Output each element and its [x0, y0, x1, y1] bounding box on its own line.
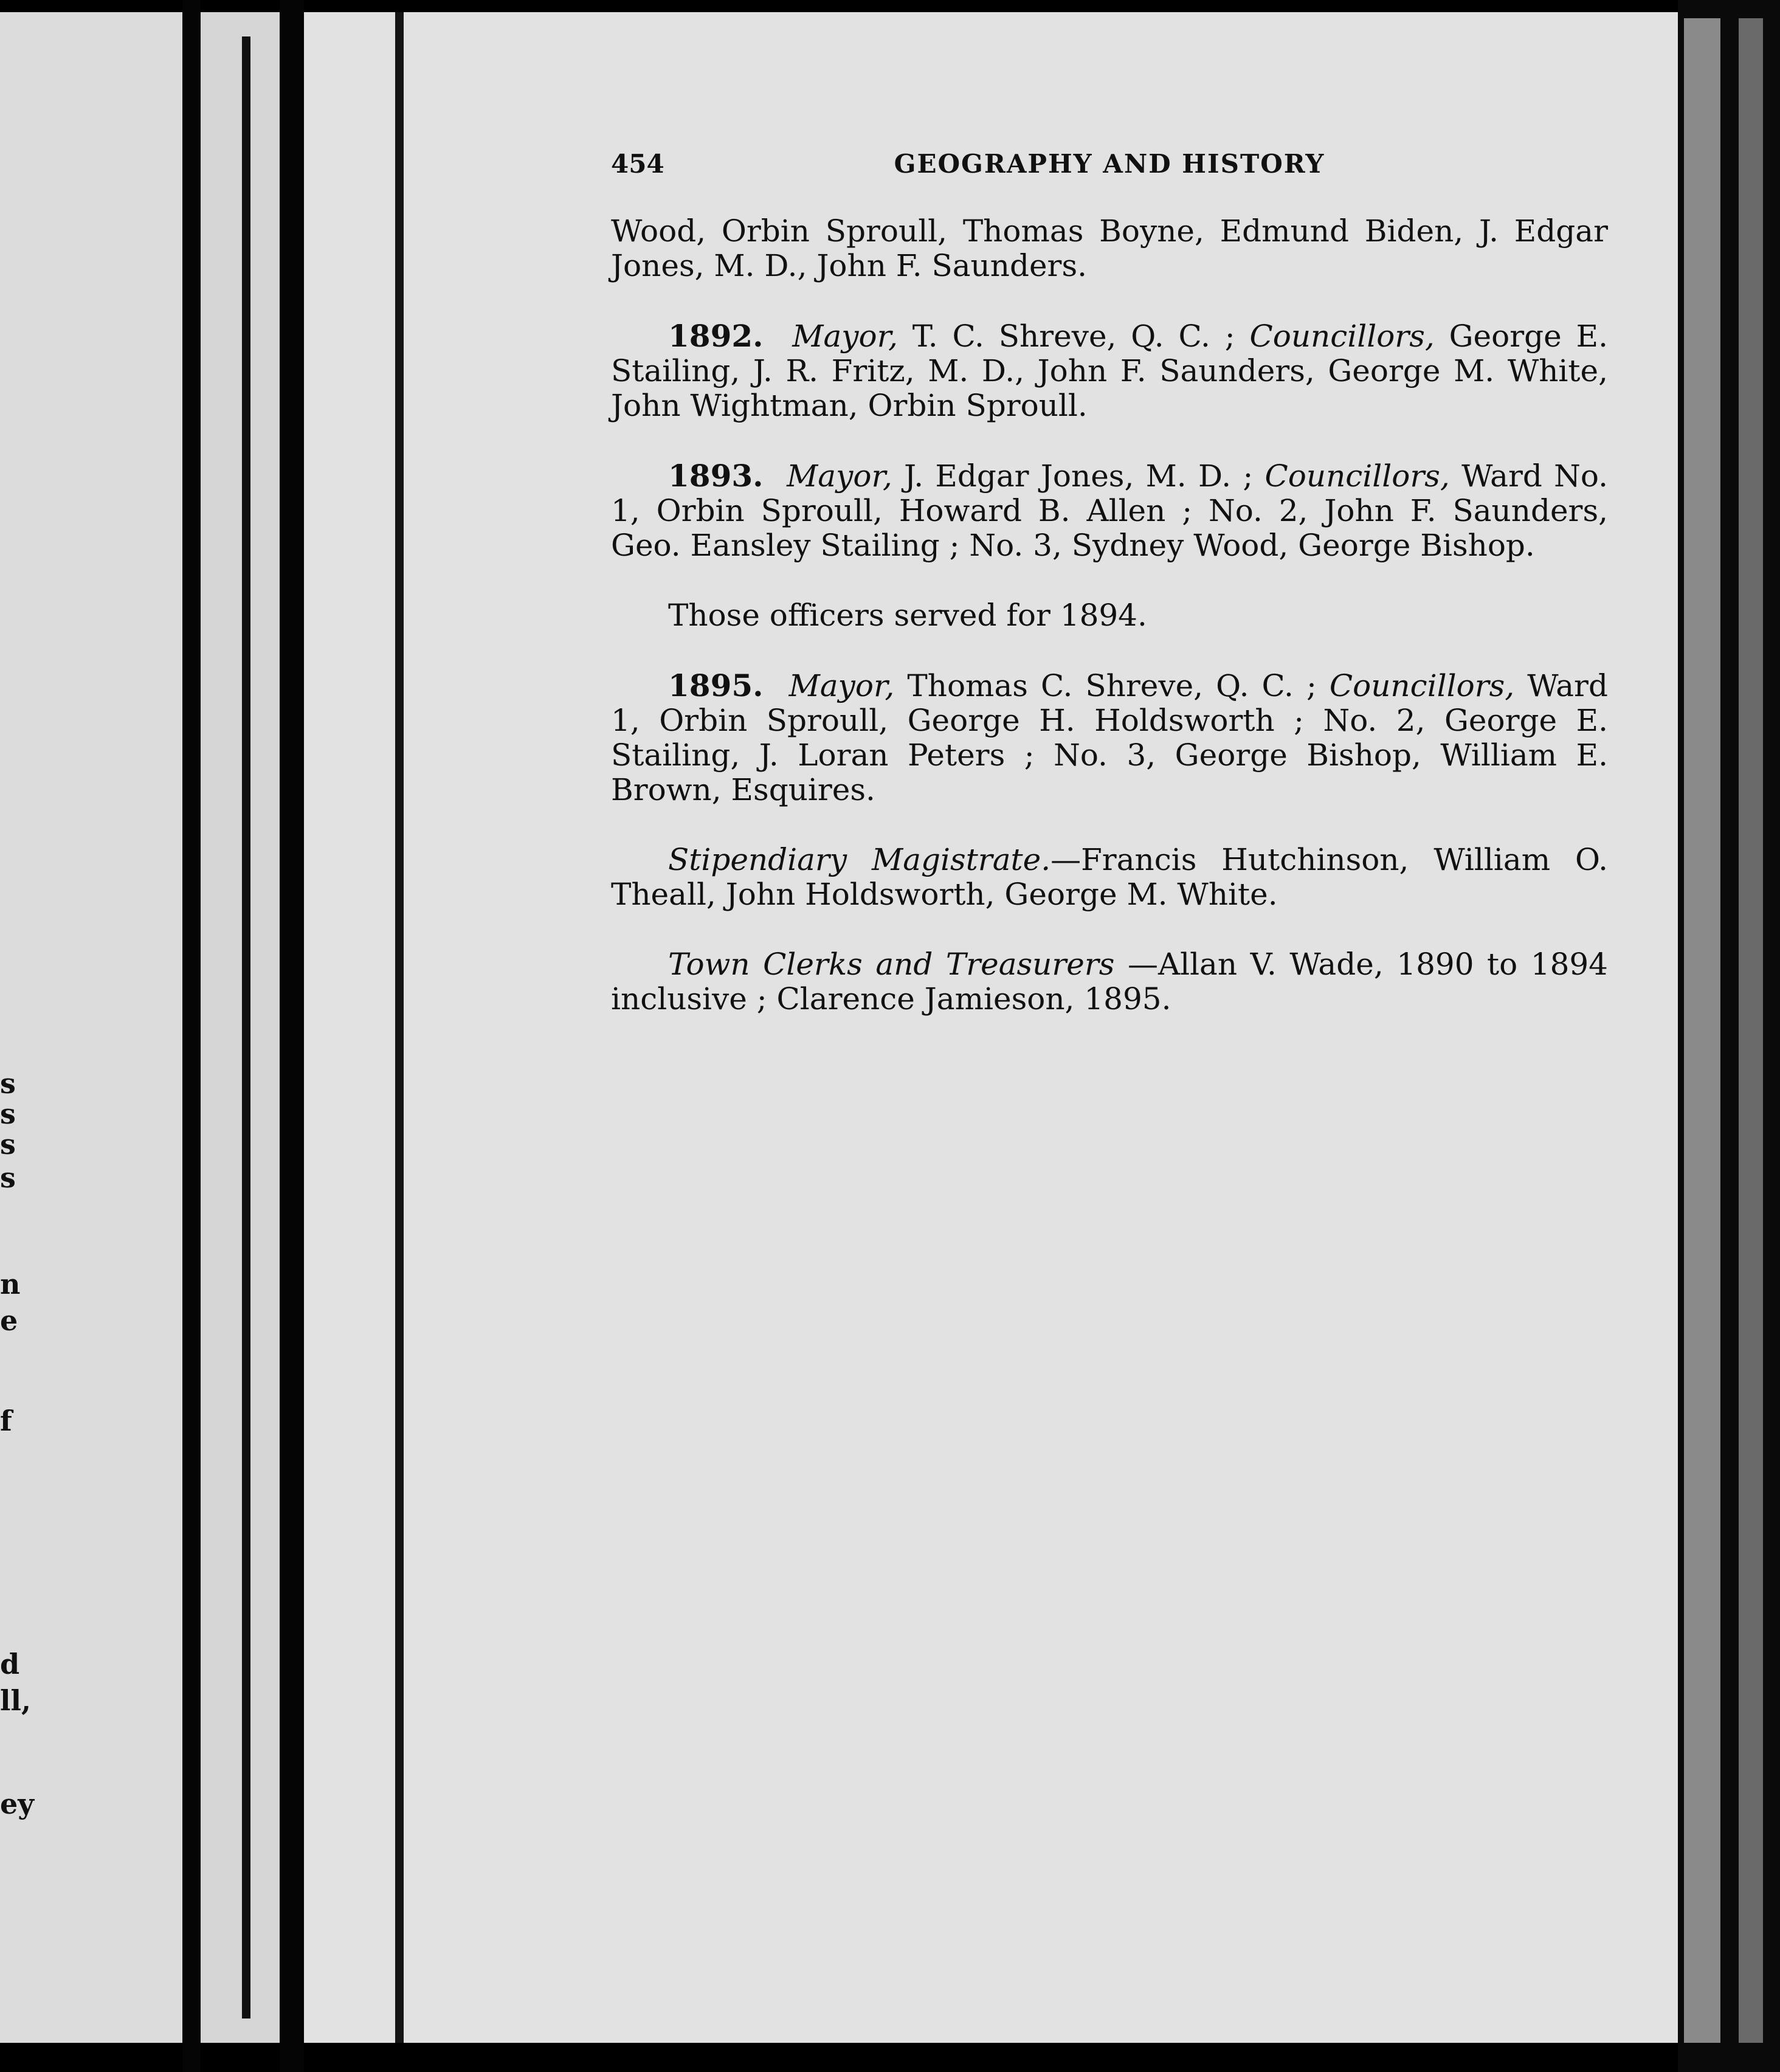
councillors-label: Councillors, — [1329, 668, 1515, 703]
paragraph-1894: Those officers served for 1894. — [668, 598, 1147, 633]
page-stack-strip — [201, 12, 280, 2043]
left-page-fragment: f — [0, 1404, 12, 1437]
paragraph-1893 — [611, 458, 1608, 563]
paragraph-continuation: Wood, Orbin Sproull, Thomas Boyne, Edmund Biden, J. Edgar Jones, M. D., John F. Saunders. — [611, 213, 1608, 283]
left-page-fragment: ey — [0, 1787, 34, 1820]
page-edge-line — [242, 36, 250, 2018]
left-page-fragment: s — [0, 1097, 16, 1130]
mayor-text: J. Edgar Jones, M. D. ; — [892, 458, 1254, 494]
section-label: Stipendiary Magistrate. — [668, 842, 1051, 877]
left-page-fragment: s — [0, 1128, 16, 1161]
page-number: 454 — [611, 149, 664, 179]
left-page-fragment: d — [0, 1648, 20, 1680]
left-page-fragment: ll, — [0, 1684, 31, 1717]
page-header — [611, 149, 1608, 185]
mayor-label: Mayor, — [787, 458, 892, 494]
councillors-text: Ward 1, Orbin Sproull, George H. Holdsworth ; No. 2, George E. Stailing, J. Loran Peters ; No. 3, George Bishop, William E. Brown, Esquires. — [611, 668, 1608, 807]
councillors-label: Councillors, — [1264, 458, 1450, 494]
left-page-fragment: e — [0, 1304, 18, 1337]
councillors-text: Ward No. 1, Orbin Sproull, Howard B. Allen ; No. 2, John F. Saunders, Geo. Eansley Stailing ; No. 3, Sydney Wood, George Bishop. — [611, 458, 1608, 563]
left-page-fragment: s — [0, 1067, 16, 1100]
year-label: 1892. — [668, 318, 764, 354]
binding-gutter — [182, 0, 201, 2072]
right-page-edge — [1678, 0, 1780, 2072]
binding-gutter — [280, 0, 304, 2072]
mayor-text: Thomas C. Shreve, Q. C. ; — [894, 668, 1317, 703]
page-body — [611, 214, 1608, 1052]
section-label: Town Clerks and Treasurers — [668, 947, 1115, 982]
paragraph-1895 — [611, 668, 1608, 807]
mayor-label: Mayor, — [788, 668, 895, 703]
paragraph-1892 — [611, 319, 1608, 423]
left-page-fragment: s — [0, 1161, 16, 1194]
councillors-text: George E. Stailing, J. R. Fritz, M. D., John F. Saunders, George M. White, John Wightman, Orbin Sproull. — [611, 319, 1608, 423]
year-label: 1895. — [668, 668, 764, 703]
page-margin-rule — [395, 12, 404, 2043]
mayor-text: T. C. Shreve, Q. C. ; — [897, 319, 1235, 354]
section-text: —Allan V. Wade, 1890 to 1894 inclusive ; Clarence Jamieson, 1895. — [611, 947, 1608, 1017]
page-stack-band — [1739, 18, 1763, 2043]
mayor-label: Mayor, — [792, 319, 898, 354]
left-page-edge — [0, 12, 182, 2043]
page-stack-band — [1684, 18, 1720, 2043]
section-text: —Francis Hutchinson, William O. Theall, John Holdsworth, George M. White. — [611, 842, 1609, 912]
paragraph-town-clerks — [611, 947, 1608, 1017]
year-label: 1893. — [668, 458, 764, 494]
councillors-label: Councillors, — [1249, 319, 1435, 354]
left-page-fragment: n — [0, 1268, 21, 1300]
running-head: GEOGRAPHY AND HISTORY — [894, 149, 1325, 179]
paragraph-stipendiary-magistrate — [611, 843, 1608, 912]
